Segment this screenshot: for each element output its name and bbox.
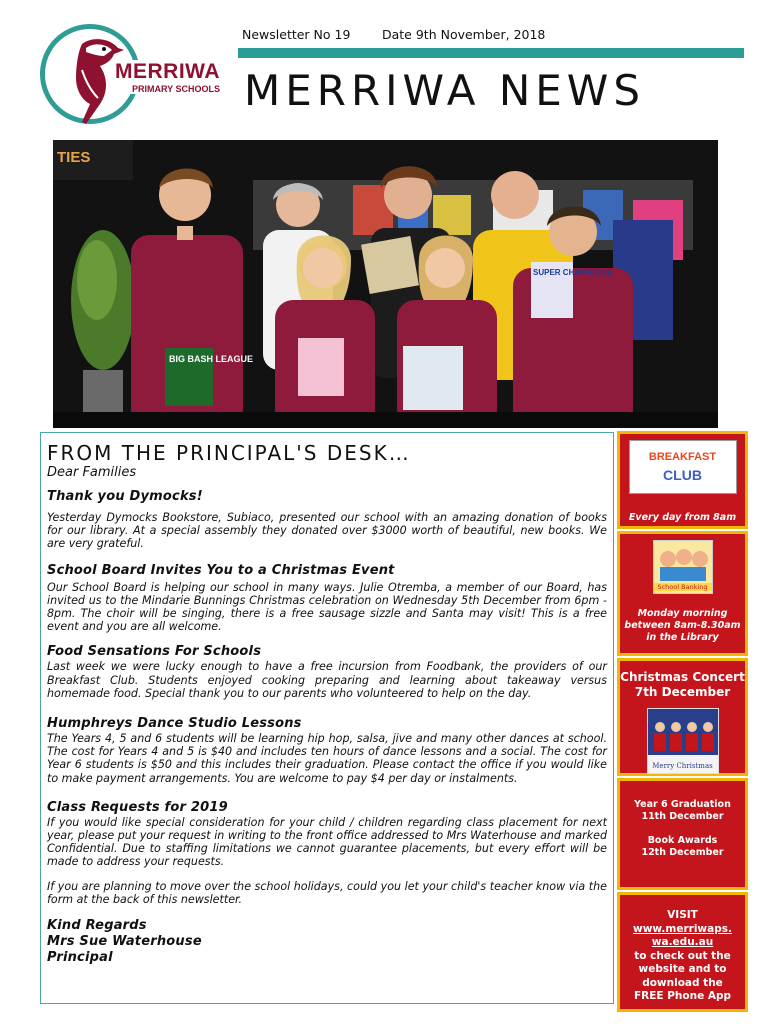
- breakfast-club-box: [617, 431, 748, 529]
- signoff-role: Principal: [47, 950, 113, 966]
- newsletter-number: Newsletter No 19: [242, 27, 351, 42]
- logo-name: MERRIWA: [112, 60, 223, 84]
- school-banking-logo: [653, 540, 713, 594]
- section-title-dymocks: Thank you Dymocks!: [47, 489, 203, 504]
- website-link[interactable]: www.merriwaps.: [633, 922, 732, 935]
- breakfast-logo-top: BREAKFAST: [648, 451, 717, 463]
- book-awards-date: 12th December: [641, 847, 724, 858]
- choir-icon: [648, 709, 718, 755]
- book-title-1: BIG BASH LEAGUE: [169, 354, 254, 364]
- section-title-class: Class Requests for 2019: [47, 799, 228, 815]
- banking-label: School Banking: [654, 583, 712, 591]
- group-photo: [53, 140, 718, 428]
- website-link-2[interactable]: wa.edu.au: [651, 936, 714, 948]
- graduation-box: [617, 778, 748, 890]
- logo-subtitle: PRIMARY SCHOOLS: [132, 84, 221, 94]
- visit-label: VISIT: [667, 909, 698, 921]
- concert-title: Christmas Concert: [620, 670, 745, 684]
- school-logo: [38, 22, 228, 132]
- visit-website-box: [617, 892, 748, 1012]
- header-divider: [238, 48, 744, 58]
- concert-image: [647, 708, 719, 774]
- concert-date: 7th December: [634, 685, 731, 699]
- principal-desk-article: [40, 432, 614, 1004]
- section-body-board: Our School Board is helping our school in many ways. Julie Otremba, a member of our Board, has invited us to the Mindarie Bunnings Christmas celebration on Wednesday 5th December from 6pm - 8pm. The choir will be singing, there is a free sausage sizzle and Santa may visit! This is a free event and you are all welcome.: [47, 580, 607, 634]
- book-title-4: SUPER CHAMPIONS: [533, 268, 612, 277]
- section-body-dymocks: Yesterday Dymocks Bookstore, Subiaco, presented our school with an amazing donation of books for our library. At a special assembly they donated over $3000 worth of beautiful, new books. We are very grateful.: [47, 511, 607, 551]
- section-title-dance: Humphreys Dance Studio Lessons: [47, 716, 302, 732]
- banking-kids-icon: [654, 541, 712, 581]
- concert-caption: Merry Christmas: [652, 762, 713, 770]
- principal-heading: FROM THE PRINCIPAL'S DESK…: [47, 441, 411, 465]
- breakfast-club-text: Every day from 8am: [628, 512, 737, 523]
- banking-text: Monday morning between 8am-8.30am in the Library: [624, 608, 741, 643]
- book-awards-title: Book Awards: [647, 835, 718, 846]
- section-body-class: If you would like special consideration for your child / children regarding class placement for next year, please put your request in writing to the front office addressed to Mrs Waterhouse and marked Confidential. Due to staffing limitations we cannot guarantee placements, but every effort will be made to address your requests.: [47, 815, 607, 869]
- school-banking-box: [617, 531, 748, 656]
- closing-note: If you are planning to move over the school holidays, could you let your child's teacher know via the form at the back of this newsletter.: [47, 879, 607, 906]
- graduation-date: 11th December: [641, 811, 724, 822]
- page-title: MERRIWA NEWS: [244, 66, 645, 115]
- christmas-concert-box: [617, 658, 748, 776]
- breakfast-club-logo: [629, 440, 737, 494]
- section-title-board: School Board Invites You to a Christmas Event: [47, 562, 395, 578]
- wall-text: TIES: [57, 149, 91, 166]
- section-title-food: Food Sensations For Schools: [47, 644, 262, 660]
- group-photo-illustration: [53, 140, 718, 428]
- signoff-name: Mrs Sue Waterhouse: [47, 934, 202, 950]
- signoff-regards: Kind Regards: [47, 918, 147, 934]
- section-body-dance: The Years 4, 5 and 6 students will be learning hip hop, salsa, jive and many other dances at school. The cost for Years 4 and 5 is $40 and includes ten hours of dance lessons and a social. The cost for Year 6 students is $50 and this includes their graduation. Please contact the office if you would like to make payment arrangements. You are welcome to pay $4 per day or instalments.: [47, 732, 607, 785]
- visit-text: to check out the website and to download the FREE Phone App: [633, 949, 732, 1002]
- greeting: Dear Families: [47, 465, 137, 480]
- graduation-title: Year 6 Graduation: [634, 799, 731, 810]
- breakfast-logo-bottom: CLUB: [663, 467, 702, 483]
- section-body-food: Last week we were lucky enough to have a free incursion from Foodbank, the providers of our Breakfast Club. Students enjoyed cooking preparing and learning about takeaway versus homemade food. Special thank you to our parents who volunteered to help on the day.: [47, 660, 607, 700]
- newsletter-date: Date 9th November, 2018: [382, 27, 546, 42]
